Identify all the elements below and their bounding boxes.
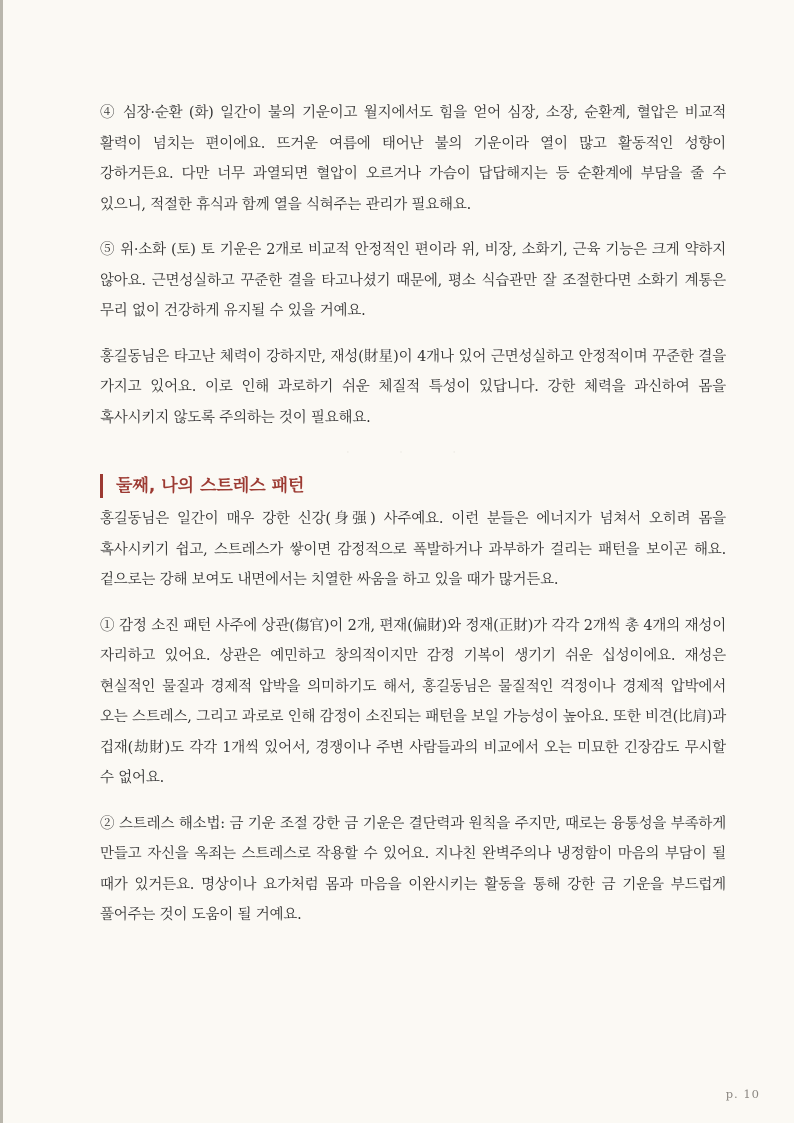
section-divider: · · ·	[346, 448, 480, 457]
paragraph-heart-circulation: ④ 심장·순환 (화) 일간이 불의 기운이고 월지에서도 힘을 얻어 심장, 소장, 순환계, 혈압은 비교적 활력이 넘치는 편이에요. 뜨거운 여름에 태어난 불의 기운이라 열이 많고 활동적인 성향이 강하거든요. 다만 너무 과열되면 혈압이 오르거나 가슴이 답답해지는 등 순환계에 부담을 줄 수 있으니, 적절한 휴식과 함께 열을 식혀주는 관리가 필요해요.	[100, 105, 726, 213]
paragraph-emotional-exhaustion: ① 감정 소진 패턴 사주에 상관(傷官)이 2개, 편재(偏財)와 정재(正財)가 각각 2개씩 총 4개의 재성이 자리하고 있어요. 상관은 예민하고 창의적이지만 감정 기복이 생기기 쉬운 십성이에요. 재성은 현실적인 물질과 경제적 압박을 의미하기도 해서, 홍길동님은 물질적인 걱정이나 경제적 압박에서 오는 스트레스, 그리고 과로로 인해 감정이 소진되는 패턴을 보일 가능성이 높아요. 또한 비견(比肩)과 겁재(劫財)도 각각 1개씩 있어서, 경쟁이나 주변 사람들과의 비교에서 오는 미묘한 긴장감도 무시할 수 없어요.	[100, 617, 726, 786]
paragraph-stress-relief: ② 스트레스 해소법: 금 기운 조절 강한 금 기운은 결단력과 원칙을 주지만, 때로는 융통성을 부족하게 만들고 자신을 옥죄는 스트레스로 작용할 수 있어요. 지나친 완벽주의나 냉정함이 마음의 부담이 될 때가 있거든요. 명상이나 요가처럼 몸과 마음을 이완시키는 활동을 통해 강한 금 기운을 부드럽게 풀어주는 것이 도움이 될 거예요.	[100, 815, 726, 923]
paragraph-constitution-summary: 홍길동님은 타고난 체력이 강하지만, 재성(財星)이 4개나 있어 근면성실하고 안정적이며 꾸준한 결을 가지고 있어요. 이로 인해 과로하기 쉬운 체질적 특성이 있답니다. 강한 체력을 과신하여 몸을 혹사시키지 않도록 주의하는 것이 필요해요.	[100, 348, 726, 426]
page-content	[100, 98, 726, 946]
paragraph-stomach-digestion: ⑤ 위·소화 (토) 토 기운은 2개로 비교적 안정적인 편이라 위, 비장, 소화기, 근육 기능은 크게 약하지 않아요. 근면성실하고 꾸준한 결을 타고나셨기 때문에, 평소 식습관만 잘 조절한다면 소화기 계통은 무리 없이 건강하게 유지될 수 있을 거예요.	[100, 242, 726, 319]
paragraph-stress-intro: 홍길동님은 일간이 매우 강한 신강(身强) 사주예요. 이런 분들은 에너지가 넘쳐서 오히려 몸을 혹사시키기 쉽고, 스트레스가 쌓이면 감정적으로 폭발하거나 과부하가 걸리는 패턴을 보이곤 해요. 겉으로는 강해 보여도 내면에서는 치열한 싸움을 하고 있을 때가 많거든요.	[100, 511, 726, 588]
page-number: p. 10	[725, 1087, 760, 1101]
document-page	[3, 0, 794, 1123]
section-title: 둘째, 나의 스트레스 패턴	[100, 474, 726, 498]
